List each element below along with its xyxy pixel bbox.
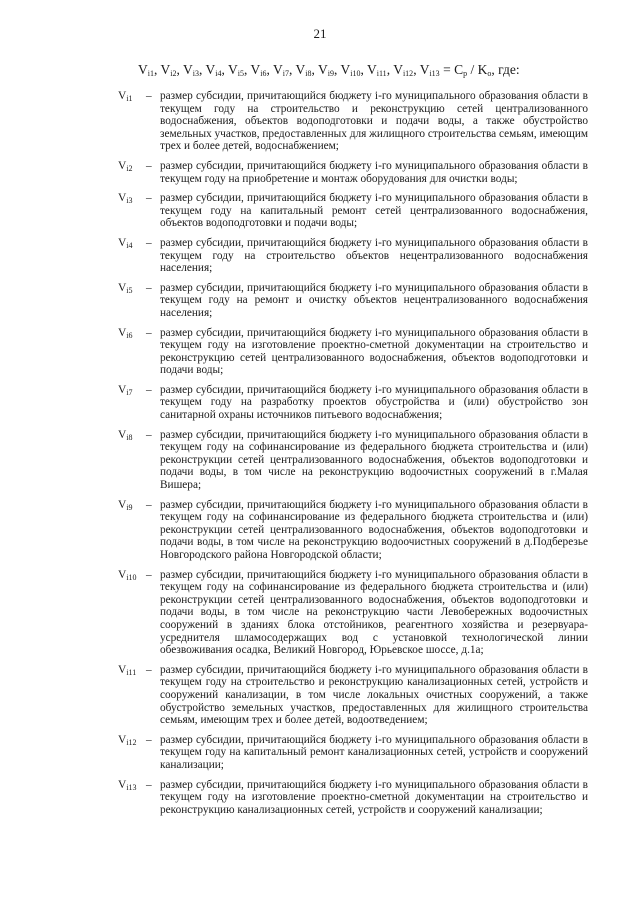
- definition-text: размер субсидии, причитающийся бюджету i-го муниципального образования области в текущем году на изготовление проектно-сметной документации на строительство и реконструкцию сетей централизованного водоснабжения, объектов водоподготовки и подачи воды;: [160, 326, 588, 377]
- definition-item: [118, 779, 588, 817]
- formula-term-sub: i8: [305, 69, 312, 78]
- definition-symbol: [118, 160, 146, 185]
- formula-k-sub: o: [487, 69, 492, 78]
- definition-item: [118, 429, 588, 492]
- formula-term-sub: i13: [429, 69, 440, 78]
- formula-term-sub: i11: [376, 69, 387, 78]
- definition-symbol-base: V: [118, 778, 127, 791]
- formula-term-base: V: [160, 62, 171, 77]
- formula-term-base: V: [295, 62, 306, 77]
- formula-term-sub: i5: [237, 69, 244, 78]
- definitions-list: [118, 90, 588, 823]
- definition-item: [118, 569, 588, 657]
- formula-term-sub: i10: [350, 69, 361, 78]
- definition-item: [118, 664, 588, 727]
- definition-item: [118, 90, 588, 153]
- definition-symbol: [118, 429, 146, 492]
- definition-symbol-sub: i5: [126, 285, 133, 295]
- definition-symbol-base: V: [118, 383, 127, 396]
- formula-term: [367, 62, 387, 77]
- formula-term: [420, 62, 440, 77]
- formula-term-base: V: [318, 62, 328, 77]
- formula-term-sub: i4: [215, 69, 222, 78]
- definition-dash: –: [146, 498, 152, 511]
- definition-text: размер субсидии, причитающийся бюджету i-го муниципального образования области в текущем году на строительство и реконструкцию сетей централизованного водоснабжения, объектов водоподготовки и подачи воды, а также обустройство земельных участков, предоставленных для жилищного строительства семьям, имеющим трех и более детей, водоснабжением;: [160, 90, 589, 153]
- definition-symbol: [118, 569, 146, 657]
- definition-dash: –: [146, 326, 152, 339]
- formula-separator: ,: [386, 62, 394, 77]
- definition-symbol-base: V: [118, 326, 127, 339]
- formula-separator: ,: [333, 62, 341, 77]
- formula-div: /: [467, 62, 478, 77]
- formula-separator: ,: [243, 62, 251, 77]
- formula-term-base: V: [340, 62, 351, 77]
- definition-symbol-base: V: [118, 236, 127, 249]
- definition-item: [118, 734, 588, 772]
- definition-dash: –: [146, 281, 152, 294]
- definition-symbol-sub: i3: [126, 196, 133, 206]
- definition-symbol-base: V: [118, 663, 127, 676]
- definition-symbol: [118, 327, 146, 377]
- definition-dash: –: [146, 733, 152, 746]
- formula-tail: , где:: [491, 62, 520, 77]
- definition-symbol-base: V: [118, 428, 127, 441]
- formula-term: [318, 62, 334, 77]
- definition-item: [118, 327, 588, 377]
- definition-text: размер субсидии, причитающийся бюджету i-го муниципального образования области в текущем году на изготовление проектно-сметной документации на строительство и реконструкцию канализационных сетей, устройств и сооружений канализации;: [160, 778, 588, 816]
- definition-text: размер субсидии, причитающийся бюджету i-го муниципального образования области в текущем году на разработку проектов обустройства и (или) обустройство зон санитарной охраны источников питьевого водоснабжения;: [160, 383, 588, 422]
- definition-dash: –: [146, 236, 152, 249]
- definition-symbol: [118, 664, 146, 727]
- formula-term: [251, 62, 267, 77]
- definition-symbol-sub: i2: [126, 163, 133, 173]
- definition-dash: –: [146, 159, 152, 172]
- formula-c-sub: p: [463, 69, 468, 78]
- formula-term-base: V: [250, 62, 261, 77]
- formula-term: [206, 62, 222, 77]
- definition-dash: –: [146, 778, 152, 791]
- definition-symbol-base: V: [118, 90, 127, 102]
- formula-term-base: V: [228, 62, 238, 77]
- formula-term-base: V: [419, 62, 430, 77]
- formula-term-sub: i3: [192, 69, 199, 78]
- definition-symbol-sub: i1: [126, 94, 133, 103]
- definition-item: [118, 384, 588, 422]
- formula-terms: [138, 62, 440, 77]
- definition-symbol-sub: i4: [126, 240, 133, 250]
- formula-separator: ,: [221, 62, 228, 77]
- definition-item: [118, 499, 588, 562]
- definition-symbol: [118, 384, 146, 422]
- formula-separator: ,: [413, 62, 420, 77]
- formula-term-base: V: [367, 62, 377, 77]
- formula-k: K: [477, 62, 488, 77]
- formula-term-sub: i2: [170, 69, 177, 78]
- definition-text: размер субсидии, причитающийся бюджету i-го муниципального образования области в текущем году на строительство и реконструкцию канализационных сетей, устройств и сооружений канализации, в том числе локальных очистных сооружений, а также обустройство земельных участков, предоставленных для жилищного строительства семьям, имеющим трех и более детей, водоотведением;: [160, 663, 588, 727]
- formula-term: [138, 62, 154, 77]
- formula: [138, 62, 598, 78]
- definition-symbol-base: V: [118, 192, 127, 205]
- definition-symbol-sub: i7: [126, 387, 133, 397]
- definition-symbol: [118, 734, 146, 772]
- definition-symbol: [118, 282, 146, 320]
- definition-dash: –: [146, 663, 152, 676]
- definition-dash: –: [146, 568, 152, 581]
- formula-term: [273, 62, 289, 77]
- definition-symbol-sub: i9: [126, 502, 133, 512]
- definition-text: размер субсидии, причитающийся бюджету i-го муниципального образования области в текущем году на капитальный ремонт канализационных сетей, устройств и сооружений канализации;: [160, 733, 588, 771]
- formula-separator: ,: [266, 62, 273, 77]
- formula-term-sub: i12: [402, 69, 414, 78]
- formula-term: [393, 62, 413, 77]
- definition-symbol: [118, 237, 146, 275]
- definition-symbol-sub: i13: [126, 782, 137, 792]
- formula-term: [228, 62, 244, 77]
- definition-text: размер субсидии, причитающийся бюджету i-го муниципального образования области в текущем году на софинансирование из федерального бюджета строительства и (или) реконструкции сетей централизованного водоснабжения, объектов водоподготовки и подачи воды, в том числе на реконструкцию водоочистных сооружений в д.Подберезье Новгородского района Новгородской области;: [160, 498, 588, 561]
- formula-separator: ,: [153, 62, 161, 77]
- formula-equals: =: [439, 62, 455, 77]
- definition-symbol-base: V: [118, 733, 127, 746]
- definition-symbol-sub: i11: [126, 667, 137, 677]
- formula-separator: ,: [198, 62, 206, 77]
- definition-item: [118, 282, 588, 320]
- definition-symbol: [118, 499, 146, 562]
- definition-text: размер субсидии, причитающийся бюджету i-го муниципального образования области в текущем году на софинансирование из федерального бюджета строительства и (или) реконструкции сетей централизованного водоснабжения, объектов водоподготовки и подачи воды, в том числе на реконструкцию водоочистных сооружений в г.Малая Вишера;: [160, 428, 588, 492]
- definition-text: размер субсидии, причитающийся бюджету i-го муниципального образования области в текущем году на капитальный ремонт сетей централизованного водоснабжения, объектов водоподготовки и подачи воды;: [160, 192, 588, 230]
- definition-symbol-sub: i6: [126, 330, 133, 340]
- formula-term-sub: i1: [147, 69, 154, 78]
- formula-separator: ,: [176, 62, 183, 77]
- formula-term: [161, 62, 177, 77]
- formula-term-base: V: [393, 62, 403, 77]
- definition-text: размер субсидии, причитающийся бюджету i-го муниципального образования области в текущем году на строительство объектов нецентрализованного водоснабжения населения;: [160, 236, 588, 275]
- formula-term: [341, 62, 361, 77]
- definition-symbol-base: V: [118, 568, 127, 581]
- formula-separator: ,: [288, 62, 296, 77]
- definition-symbol-sub: i8: [126, 432, 133, 442]
- formula-term-base: V: [138, 62, 148, 77]
- definition-symbol: [118, 779, 146, 817]
- formula-term: [183, 62, 199, 77]
- definition-symbol: [118, 90, 146, 153]
- definition-symbol-base: V: [118, 281, 127, 294]
- definition-dash: –: [146, 428, 152, 441]
- definition-symbol-base: V: [118, 159, 127, 172]
- formula-term-sub: i7: [282, 69, 289, 78]
- formula-term-sub: i6: [260, 69, 267, 78]
- definition-symbol-sub: i10: [126, 572, 137, 582]
- definition-symbol-base: V: [118, 498, 127, 511]
- formula-separator: ,: [360, 62, 367, 77]
- formula-term: [296, 62, 312, 77]
- definition-text: размер субсидии, причитающийся бюджету i-го муниципального образования области в текущем году на ремонт и очистку объектов нецентрализованного водоснабжения населения;: [160, 281, 588, 319]
- definition-item: [118, 237, 588, 275]
- formula-term-base: V: [183, 62, 193, 77]
- formula-term-base: V: [273, 62, 283, 77]
- formula-term-base: V: [205, 62, 216, 77]
- definition-text: размер субсидии, причитающийся бюджету i-го муниципального образования области в текущем году на софинансирование из федерального бюджета строительства и (или) реконструкции сетей централизованного водоснабжения, объектов водоподготовки и подачи воды, в том числе на реконструкцию части Левобережных водоочистных сооружений в зданиях блока отстойников, реагентного хозяйства и резервуара-усреднителя шламосодержащих вод с установкой технологической линии обезвоживания осадка, Великий Новгород, Юрьевское шоссе, д.1а;: [160, 568, 588, 657]
- definition-item: [118, 160, 588, 185]
- definition-dash: –: [146, 192, 152, 205]
- page-number: 21: [313, 26, 327, 41]
- formula-separator: ,: [311, 62, 318, 77]
- definition-symbol: [118, 192, 146, 230]
- definition-text: размер субсидии, причитающийся бюджету i-го муниципального образования области в текущем году на приобретение и монтаж оборудования для очистки воды;: [160, 159, 588, 185]
- formula-term-sub: i9: [327, 69, 334, 78]
- definition-dash: –: [146, 90, 152, 102]
- formula-c: C: [454, 62, 464, 77]
- definition-item: [118, 192, 588, 230]
- definition-symbol-sub: i12: [126, 737, 137, 747]
- definition-dash: –: [146, 383, 152, 396]
